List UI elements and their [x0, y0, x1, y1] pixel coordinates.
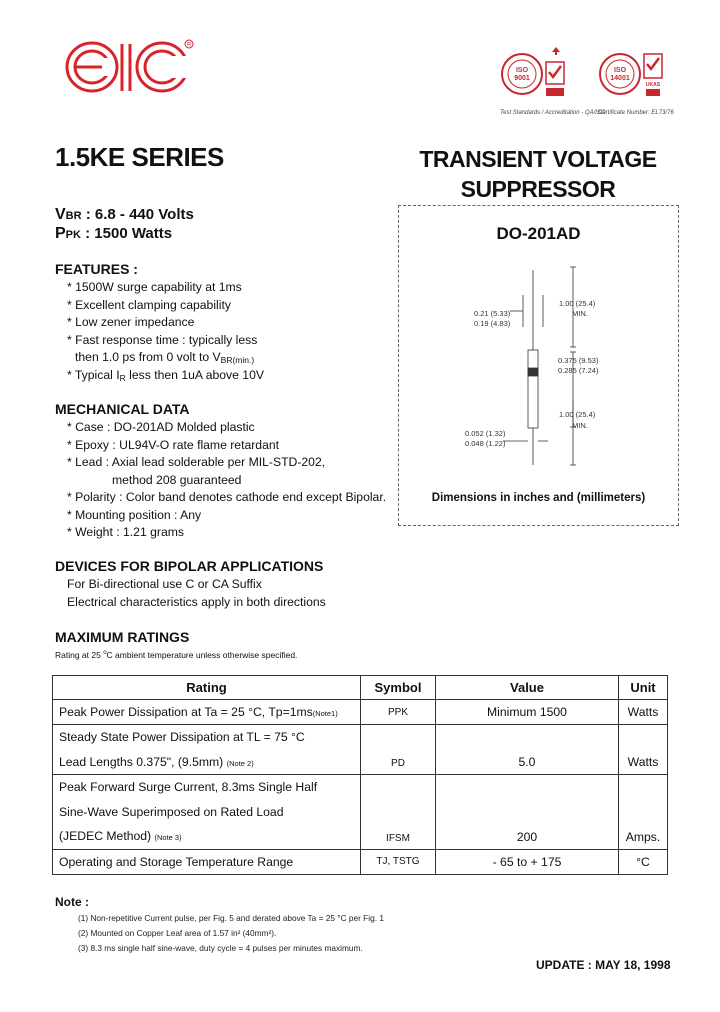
dim-wire-max: 0.052 (1.32) [465, 429, 506, 438]
note-item: (3) 8.3 ms single half sine-wave, duty cycle = 4 pulses per minutes maximum. [78, 943, 363, 953]
package-caption: Dimensions in inches and (millimeters) [431, 492, 646, 504]
col-value: Value [436, 676, 619, 700]
package-title: DO-201AD [496, 224, 581, 243]
series-title: 1.5KE SERIES [55, 142, 224, 172]
mechanical-heading: MECHANICAL DATA [55, 401, 190, 417]
dim-lead-top-min: MIN. [572, 309, 588, 318]
dim-body-max: 0.375 (9.53) [558, 356, 599, 365]
features-heading: FEATURES : [55, 261, 138, 277]
feature-item: then 1.0 ps from 0 volt to $V_{BR(min.)}$ [75, 350, 255, 365]
bipolar-heading: DEVICES FOR BIPOLAR APPLICATIONS [55, 558, 324, 574]
max-ratings-subtitle: Rating at 25 $^o$C ambient temperature unless otherwise specified. [55, 650, 298, 660]
update-date: UPDATE : MAY 18, 1998 [536, 958, 671, 972]
table-row: Peak Forward Surge Current, 8.3ms Single Half Sine-Wave Superimposed on Rated Load (JEDEC Method) (Note 3) IFSM 200 Amps. [53, 775, 668, 850]
svg-text:ISO: ISO [613, 67, 627, 74]
iso-14001-certificate-seal [598, 44, 666, 106]
note-item: (2) Mounted on Copper Leaf area of 1.57 in² (40mm²). [78, 928, 277, 938]
bipolar-line: For Bi-directional use C or CA Suffix [67, 577, 262, 591]
svg-text:9001: 9001 [514, 75, 530, 82]
dim-wire-min: 0.048 (1.22) [465, 439, 506, 448]
col-symbol: Symbol [361, 676, 436, 700]
iso-9001-certificate-seal [500, 44, 568, 106]
feature-item: * Excellent clamping capability [67, 297, 231, 312]
cert1-caption: Test Standards / Accreditation - QA/ISO [500, 110, 606, 116]
svg-text:14001: 14001 [610, 75, 630, 82]
max-ratings-table [52, 675, 668, 875]
mechanical-item: method 208 guaranteed [112, 472, 242, 487]
notes-heading: Note : [55, 895, 89, 909]
feature-item: * Typical $I_R$ less then 1uA above 10V [67, 367, 264, 383]
mechanical-item: * Weight : 1.21 grams [67, 525, 184, 539]
dim-diameter-min: 0.19 (4.83) [474, 319, 511, 328]
col-unit: Unit [619, 676, 668, 700]
bipolar-line: Electrical characteristics apply in both directions [67, 595, 326, 609]
dim-lead-bottom-min: MIN. [572, 421, 588, 430]
table-row: Peak Power Dissipation at Ta = 25 °C, Tp=1ms(Note1) PPK Minimum 1500 Watts [53, 700, 668, 725]
device-type-line1: TRANSIENT VOLTAGE [419, 146, 657, 172]
table-header-row [53, 676, 668, 700]
table-row: Steady State Power Dissipation at TL = 75 °C Lead Lengths 0.375", (9.5mm) (Note 2) PD 5.0 Watts [53, 725, 668, 775]
dim-body-min: 0.285 (7.24) [558, 366, 599, 375]
mechanical-item: * Case : DO-201AD Molded plastic [67, 420, 255, 434]
eic-logo [62, 36, 194, 98]
mechanical-item: * Mounting position : Any [67, 507, 202, 522]
max-ratings-heading: MAXIMUM RATINGS [55, 629, 190, 645]
device-type-line2: SUPPRESSOR [460, 176, 616, 202]
dim-diameter-max: 0.21 (5.33) [474, 309, 511, 318]
svg-text:ISO: ISO [515, 67, 529, 74]
feature-item: * Low zener impedance [67, 315, 195, 329]
dim-lead-top: 1.00 (25.4) [559, 299, 596, 308]
spec-ppk: PPK : 1500 Watts [55, 225, 173, 242]
device-type-title [400, 144, 676, 204]
cert2-caption: Certificate Number: EL73/76 [598, 110, 674, 116]
dim-lead-bottom: 1.00 (25.4) [559, 410, 596, 419]
mechanical-item: * Polarity : Color band denotes cathode end except Bipolar. [67, 490, 387, 504]
feature-item: * 1500W surge capability at 1ms [67, 280, 242, 294]
table-row: Operating and Storage Temperature Range TJ, TSTG - 65 to + 175 °C [53, 849, 668, 874]
svg-text:R: R [187, 42, 192, 49]
mechanical-item: * Lead : Axial lead solderable per MIL-STD-202, [67, 455, 326, 469]
package-drawing [398, 255, 679, 475]
svg-text:UKAS: UKAS [645, 82, 661, 88]
feature-item: * Fast response time : typically less [67, 332, 258, 347]
col-rating: Rating [53, 676, 361, 700]
spec-vbr: VBR : 6.8 - 440 Volts [55, 206, 194, 223]
note-item: (1) Non-repetitive Current pulse, per Fig. 5 and derated above Ta = 25 °C per Fig. 1 [78, 913, 384, 923]
mechanical-item: * Epoxy : UL94V-O rate flame retardant [67, 437, 280, 452]
